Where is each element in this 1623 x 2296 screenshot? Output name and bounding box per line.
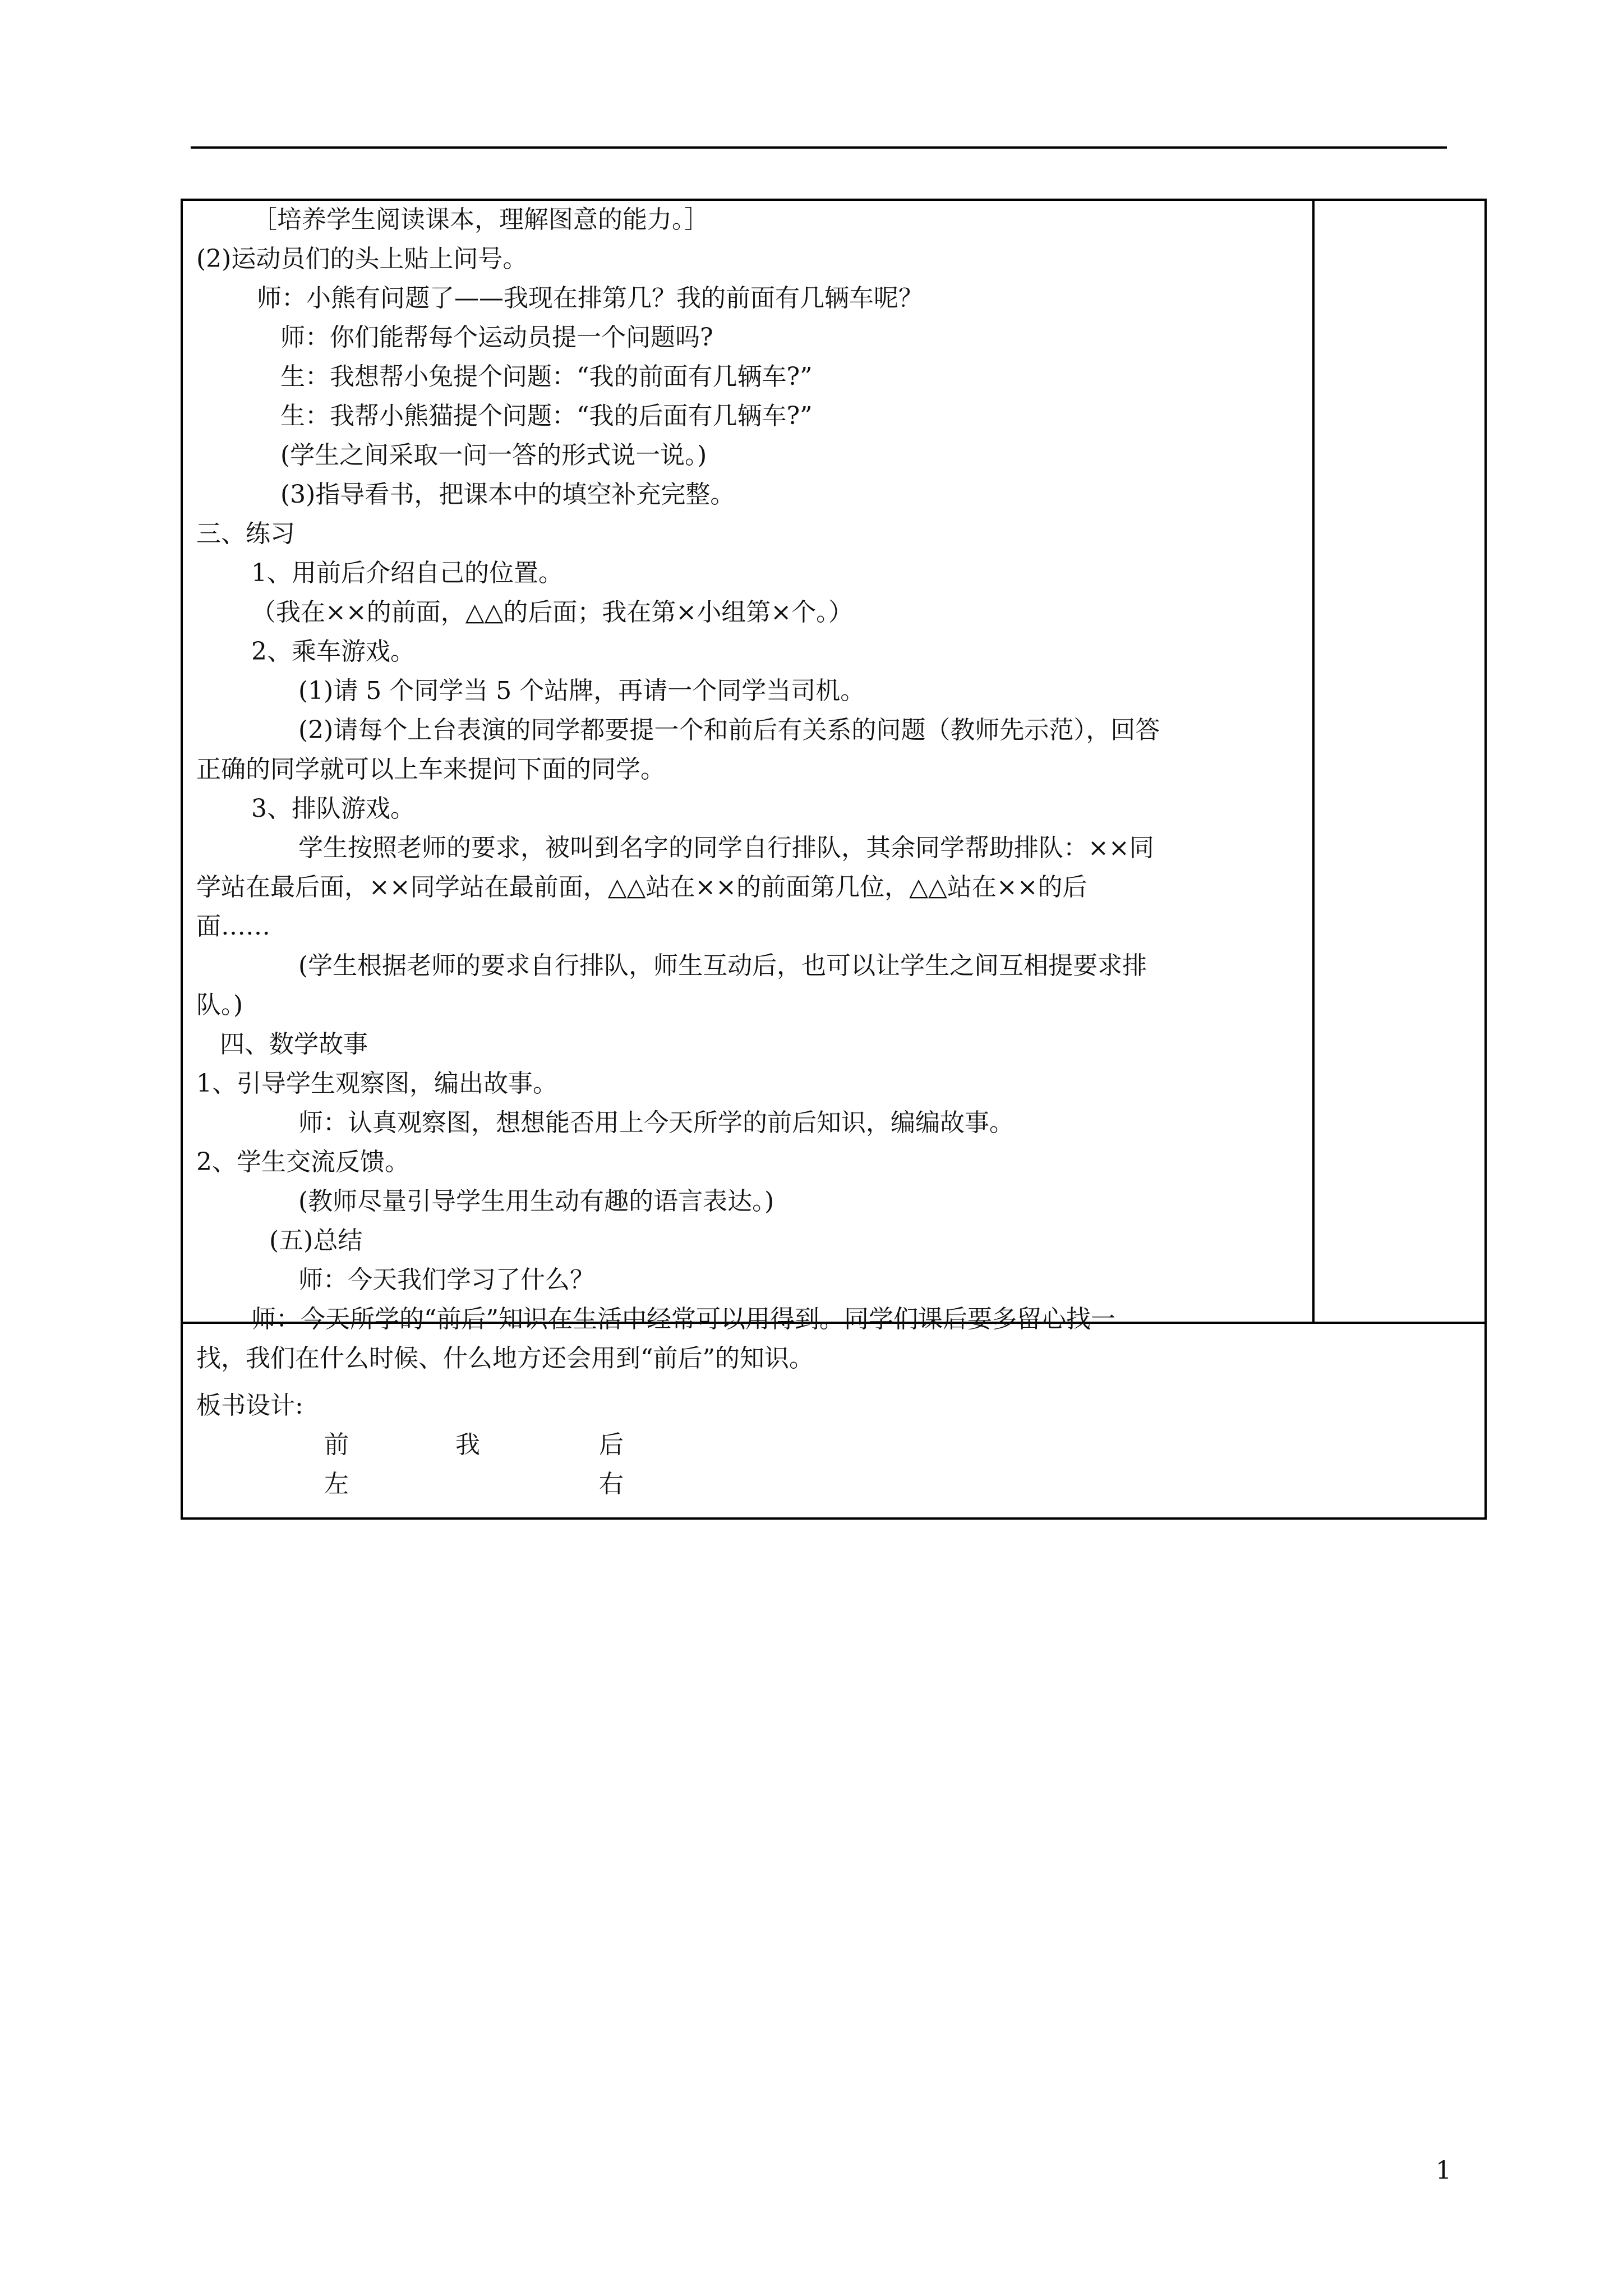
table-column-divider xyxy=(1312,199,1315,1322)
text-line: 正确的同学就可以上车来提问下面的同学。 xyxy=(196,755,665,784)
text-line: 师：今天我们学习了什么？ xyxy=(298,1266,594,1294)
text-line: 3、排队游戏。 xyxy=(251,794,415,823)
page-number: 1 xyxy=(1436,2156,1451,2185)
text-line: (3)指导看书，把课本中的填空补充完整。 xyxy=(280,480,735,509)
board-word-me: 我 xyxy=(455,1430,480,1459)
text-line: 1、引导学生观察图，编出故事。 xyxy=(196,1069,557,1098)
text-line: 1、用前后介绍自己的位置。 xyxy=(251,559,563,587)
text-line: 找，我们在什么时候、什么地方还会用到“前后”的知识。 xyxy=(196,1344,814,1373)
text-line: (教师尽量引导学生用生动有趣的语言表达。) xyxy=(298,1187,774,1216)
text-line: (2)请每个上台表演的同学都要提一个和前后有关系的问题（教师先示范），回答 xyxy=(298,716,1160,744)
text-line: (学生根据老师的要求自行排队，师生互动后，也可以让学生之间互相提要求排 xyxy=(298,951,1147,980)
board-design-label: 板书设计: xyxy=(196,1391,303,1420)
text-line: (学生之间采取一问一答的形式说一说。) xyxy=(280,441,707,470)
text-line: 师：你们能帮每个运动员提一个问题吗? xyxy=(280,323,713,352)
board-word-left: 左 xyxy=(324,1470,349,1498)
text-line: 师：认真观察图，想想能否用上今天所学的前后知识，编编故事。 xyxy=(298,1108,1014,1137)
text-line: 队。) xyxy=(196,991,243,1019)
text-line: 2、乘车游戏。 xyxy=(251,637,415,666)
text-line: ［培养学生阅读课本，理解图意的能力。］ xyxy=(252,205,709,234)
text-line: 生：我帮小熊猫提个问题：“我的后面有几辆车?” xyxy=(280,402,813,430)
text-line: (1)请 5 个同学当 5 个站牌，再请一个同学当司机。 xyxy=(298,677,865,705)
text-line: 师：今天所学的“前后”知识在生活中经常可以用得到。同学们课后要多留心找一 xyxy=(251,1305,1115,1333)
section-heading: 三、练习 xyxy=(196,519,295,548)
board-word-right: 右 xyxy=(599,1470,624,1498)
board-word-back: 后 xyxy=(599,1430,624,1459)
text-line: 师：小熊有问题了——我现在排第几？我的前面有几辆车呢？ xyxy=(257,284,923,312)
text-line: (2)运动员们的头上贴上问号。 xyxy=(196,245,528,273)
board-word-front: 前 xyxy=(324,1430,349,1459)
text-line: 面…… xyxy=(196,912,270,941)
text-line: 生：我想帮小兔提个问题：“我的前面有几辆车?” xyxy=(280,362,813,391)
text-line: （我在××的前面，△△的后面；我在第×小组第×个。） xyxy=(251,598,854,627)
text-line: 2、学生交流反馈。 xyxy=(196,1148,409,1176)
section-heading: 四、数学故事 xyxy=(220,1030,368,1059)
text-line: 学生按照老师的要求，被叫到名字的同学自行排队，其余同学帮助排队：××同 xyxy=(298,834,1154,862)
text-line: 学站在最后面，××同学站在最前面，△△站在××的前面第几位，△△站在××的后 xyxy=(196,873,1087,901)
header-rule xyxy=(191,146,1447,149)
section-heading: (五)总结 xyxy=(269,1226,363,1255)
